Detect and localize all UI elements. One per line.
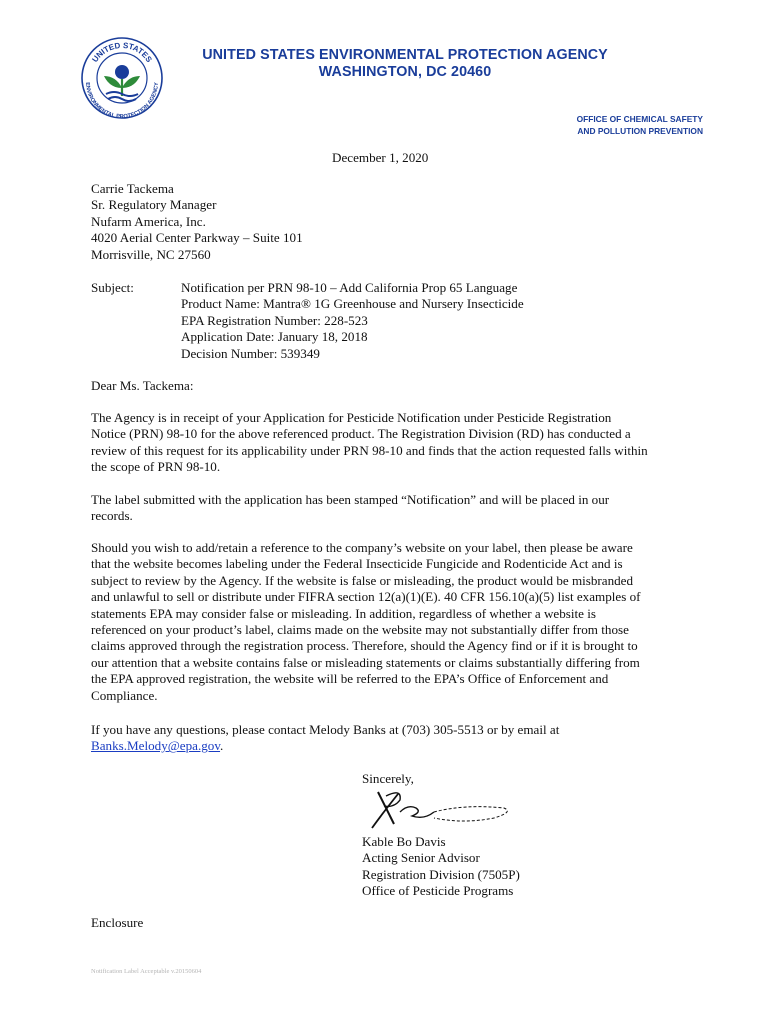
paragraph-line: The label submitted with the application has been stamped “Notification” and will be placed in our xyxy=(91,492,610,507)
subject-block xyxy=(181,280,524,362)
paragraph-line: subject to review by the Agency. If the website is false or misleading, the product would be misbranded xyxy=(91,572,634,588)
agency-name: UNITED STATES ENVIRONMENTAL PROTECTION AGENCY xyxy=(202,47,608,63)
handwritten-signature xyxy=(364,786,514,834)
paragraph-line: records. xyxy=(91,508,133,524)
greeting: Dear Ms. Tackema: xyxy=(91,378,194,393)
email-link[interactable]: Banks.Melody@epa.gov xyxy=(91,738,221,754)
letter-date: December 1, 2020 xyxy=(332,150,429,165)
svg-text:ENVIRONMENTAL PROTECTION AGENC: ENVIRONMENTAL PROTECTION AGENCY xyxy=(83,82,161,120)
signer-line: Acting Senior Advisor xyxy=(362,850,480,866)
paragraph-line: If you have any questions, please contact Melody Banks at (703) 305-5513 or by email at xyxy=(91,722,560,737)
paragraph-line: Notice (PRN) 98-10 for the above referenced product. The Registration Division (RD) has conducted a xyxy=(91,426,631,442)
paragraph-label-stamped xyxy=(91,492,691,525)
subject-label: Subject: xyxy=(91,280,134,295)
paragraph-line: statements EPA may consider false or misleading. In addition, regardless of whether a website is xyxy=(91,605,596,621)
paragraph-website xyxy=(91,540,691,704)
document-footer: Notification Label Acceptable v.20150604 xyxy=(91,968,202,975)
paragraph-line: referenced on your product’s label, claims made on the website may not substantially differ from those xyxy=(91,622,629,638)
paragraph-line: that the website becomes labeling under the Federal Insecticide Fungicide and Rodenticide Act and is xyxy=(91,556,623,572)
recipient-line: Sr. Regulatory Manager xyxy=(91,197,217,213)
office-line: OFFICE OF CHEMICAL SAFETY xyxy=(576,114,703,124)
signer-line: Registration Division (7505P) xyxy=(362,866,520,882)
subject-line: EPA Registration Number: 228-523 xyxy=(181,312,368,328)
subject-line: Application Date: January 18, 2018 xyxy=(181,329,368,345)
svg-text:UNITED STATES: UNITED STATES xyxy=(90,40,154,64)
paragraph-line xyxy=(91,738,691,754)
signature-block xyxy=(362,834,520,900)
recipient-line: Morrisville, NC 27560 xyxy=(91,246,211,262)
sentence-period: . xyxy=(220,738,224,754)
paragraph-line: review of this request for its applicability under PRN 98-10 and finds that the action requested falls within xyxy=(91,442,648,458)
paragraph-line: Should you wish to add/retain a reference to the company’s website on your label, then please be aware xyxy=(91,540,633,555)
subject-line: Notification per PRN 98-10 – Add California Prop 65 Language xyxy=(181,280,518,295)
recipient-line: Nufarm America, Inc. xyxy=(91,213,206,229)
agency-header xyxy=(190,47,620,81)
signer-line: Office of Pesticide Programs xyxy=(362,883,514,899)
paragraph-line: our attention that a website contains false or misleading statements or claims substantially differing from xyxy=(91,654,640,670)
office-header xyxy=(577,113,703,137)
paragraph-line: and unlawful to sell or distribute under FIFRA section 12(a)(1)(E). 40 CFR 156.10(a)(5) list examples of xyxy=(91,589,641,605)
paragraph-line: Compliance. xyxy=(91,687,158,703)
agency-location: WASHINGTON, DC 20460 xyxy=(318,64,492,80)
subject-line: Product Name: Mantra® 1G Greenhouse and Nursery Insecticide xyxy=(181,296,524,312)
office-line: AND POLLUTION PREVENTION xyxy=(577,126,703,136)
enclosure-note: Enclosure xyxy=(91,915,144,930)
signer-line: Kable Bo Davis xyxy=(362,834,446,849)
closing: Sincerely, xyxy=(362,771,414,786)
recipient-address xyxy=(91,181,303,263)
paragraph-receipt xyxy=(91,410,691,476)
paragraph-line: claims approved through the registration process. Therefore, should the Agency find or if it is brought to xyxy=(91,638,638,654)
recipient-line: 4020 Aerial Center Parkway – Suite 101 xyxy=(91,230,303,246)
paragraph-line: The Agency is in receipt of your Application for Pesticide Notification under Pesticide Registration xyxy=(91,410,612,425)
paragraph-line: the EPA approved registration, the website will be referred to the EPA’s Office of Enforcement and xyxy=(91,671,609,687)
paragraph-contact xyxy=(91,722,691,755)
epa-seal-logo xyxy=(80,36,164,120)
subject-line: Decision Number: 539349 xyxy=(181,345,320,361)
paragraph-line: the scope of PRN 98-10. xyxy=(91,459,221,475)
recipient-line: Carrie Tackema xyxy=(91,181,174,196)
